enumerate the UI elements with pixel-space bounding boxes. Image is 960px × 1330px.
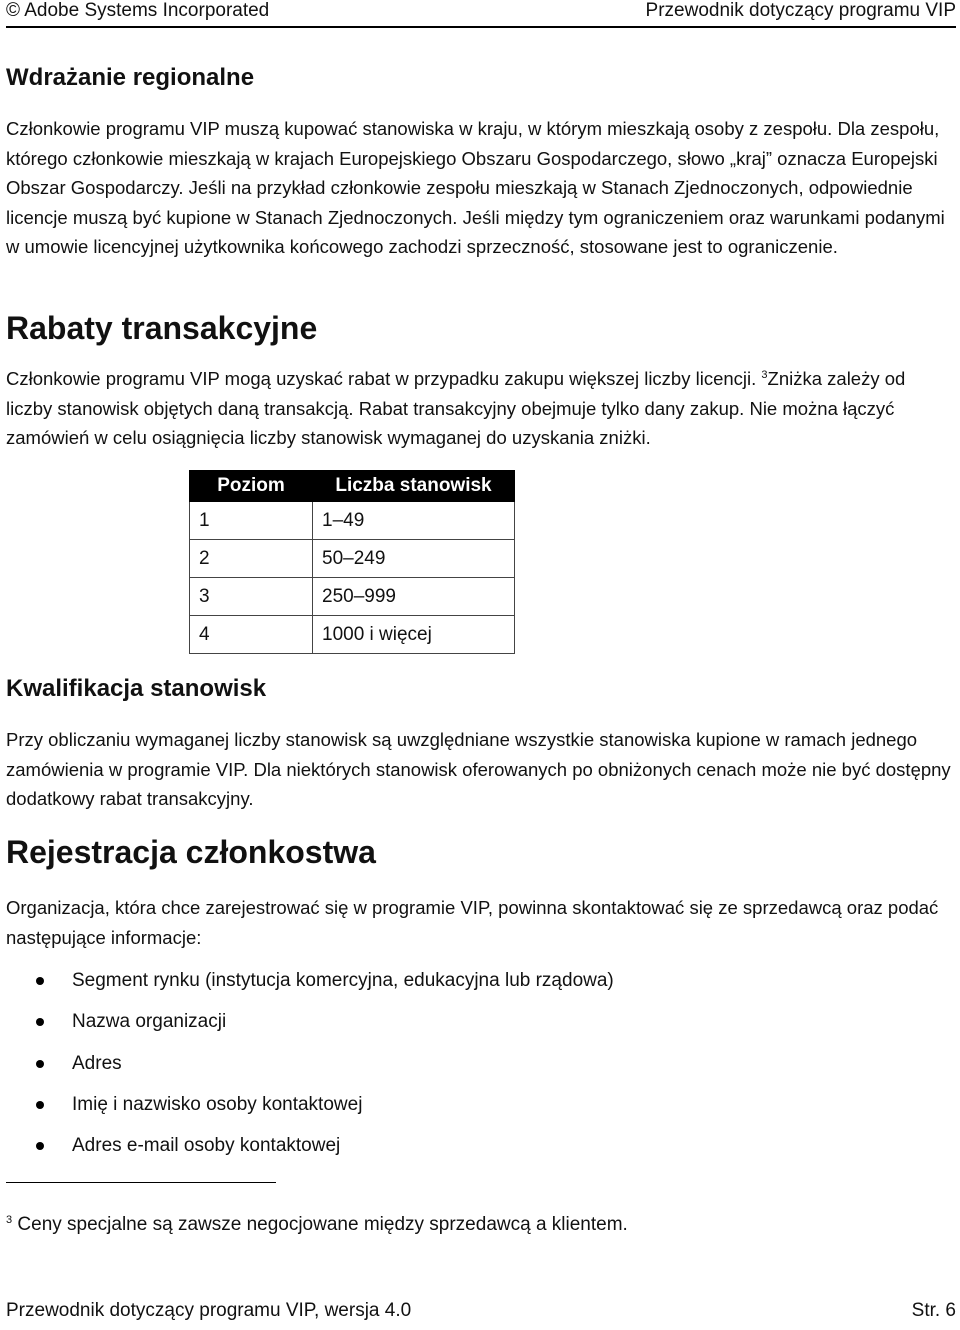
table-row bbox=[190, 502, 515, 540]
level-cell: 3 bbox=[190, 578, 313, 616]
page-number: Str. 6 bbox=[911, 1300, 956, 1321]
table-row bbox=[190, 578, 515, 616]
discounts-paragraph bbox=[6, 364, 951, 453]
membership-heading: Rejestracja członkostwa bbox=[6, 834, 376, 870]
list-item bbox=[0, 1086, 614, 1127]
discounts-text-1: Członkowie programu VIP mogą uzyskać rabat w przypadku zakupu większej liczby licencji. bbox=[6, 368, 762, 389]
bullet-icon bbox=[36, 1101, 44, 1109]
level-cell: 4 bbox=[190, 616, 313, 654]
footnote-number: 3 bbox=[6, 1214, 13, 1226]
discounts-heading: Rabaty transakcyjne bbox=[6, 310, 318, 346]
regional-heading: Wdrażanie regionalne bbox=[6, 64, 255, 91]
bullet-icon bbox=[36, 1060, 44, 1068]
bullet-icon bbox=[36, 1018, 44, 1026]
list-item-text: Segment rynku (instytucja komercyjna, edukacyjna lub rządowa) bbox=[72, 970, 614, 991]
bullet-icon bbox=[36, 1142, 44, 1150]
qualification-heading: Kwalifikacja stanowisk bbox=[6, 675, 267, 702]
footnote bbox=[6, 1214, 628, 1236]
bullet-icon bbox=[36, 977, 44, 985]
seats-cell: 1000 i więcej bbox=[313, 616, 515, 654]
list-item bbox=[0, 1045, 614, 1086]
page-header bbox=[6, 0, 956, 28]
footnote-reference: 3 bbox=[761, 369, 768, 381]
list-item bbox=[0, 1003, 614, 1044]
footnote-divider bbox=[6, 1182, 276, 1183]
discount-tiers-table bbox=[189, 470, 515, 654]
list-item-text: Adres bbox=[72, 1052, 122, 1074]
level-cell: 2 bbox=[190, 540, 313, 578]
list-item bbox=[0, 1127, 614, 1168]
header-copyright: © Adobe Systems Incorporated bbox=[6, 0, 270, 21]
required-info-list bbox=[0, 962, 614, 1168]
seats-cell: 50–249 bbox=[313, 540, 515, 578]
seats-cell: 250–999 bbox=[313, 578, 515, 616]
list-item-text: Nazwa organizacji bbox=[72, 1011, 227, 1033]
column-header-seats: Liczba stanowisk bbox=[313, 471, 515, 502]
level-cell: 1 bbox=[190, 502, 313, 540]
table-row bbox=[190, 540, 515, 578]
column-header-level: Poziom bbox=[190, 471, 313, 502]
footer-document-title: Przewodnik dotyczący programu VIP, wersja 4.0 bbox=[6, 1300, 412, 1321]
membership-paragraph: Organizacja, która chce zarejestrować się w programie VIP, powinna skontaktować się ze sprzedawcą oraz podać następujące informacje: bbox=[6, 897, 939, 948]
qualification-paragraph: Przy obliczaniu wymaganej liczby stanowisk są uwzględniane wszystkie stanowiska kupione w ramach jednego zamówienia w programie VIP. Dla niektórych stanowisk oferowanych po obniżonych cenach może nie być dostępny dodatkowy rabat transakcyjny. bbox=[6, 729, 951, 809]
table-row bbox=[190, 616, 515, 654]
header-title: Przewodnik dotyczący programu VIP bbox=[645, 0, 956, 21]
table-header-row bbox=[190, 471, 515, 502]
page-footer bbox=[6, 1300, 956, 1322]
seats-cell: 1–49 bbox=[313, 502, 515, 540]
list-item-text: Imię i nazwisko osoby kontaktowej bbox=[72, 1093, 363, 1115]
regional-paragraph: Członkowie programu VIP muszą kupować stanowiska w kraju, w którym mieszkają osoby z zespołu. Dla zespołu, którego członkowie mieszkają w krajach Europejskiego Obszaru Gospodarczego, słowo „kraj” oznacza Europejski Obszar Gospodarczy. Jeśli na przykład członkowie zespołu mieszkają w Stanach Zjednoczonych, odpowiednie licencje muszą być kupione w Stanach Zjednoczonych. Jeśli między tym ograniczeniem oraz warunkami podanymi w umowie licencyjnej użytkownika końcowego zachodzi sprzeczność, stosowane jest to ograniczenie. bbox=[6, 118, 945, 257]
list-item bbox=[0, 962, 614, 1003]
discounts-text-2: Zniżka zależy od liczby stanowisk objętych daną transakcją. Rabat transakcyjny obejmuje tylko dany zakup. Nie można łączyć zamówień w celu osiągnięcia liczby stanowisk wymaganej do uzyskania zniżki. bbox=[6, 368, 906, 448]
footnote-text: Ceny specjalne są zawsze negocjowane między sprzedawcą a klientem. bbox=[12, 1214, 628, 1235]
list-item-text: Adres e-mail osoby kontaktowej bbox=[72, 1135, 341, 1157]
